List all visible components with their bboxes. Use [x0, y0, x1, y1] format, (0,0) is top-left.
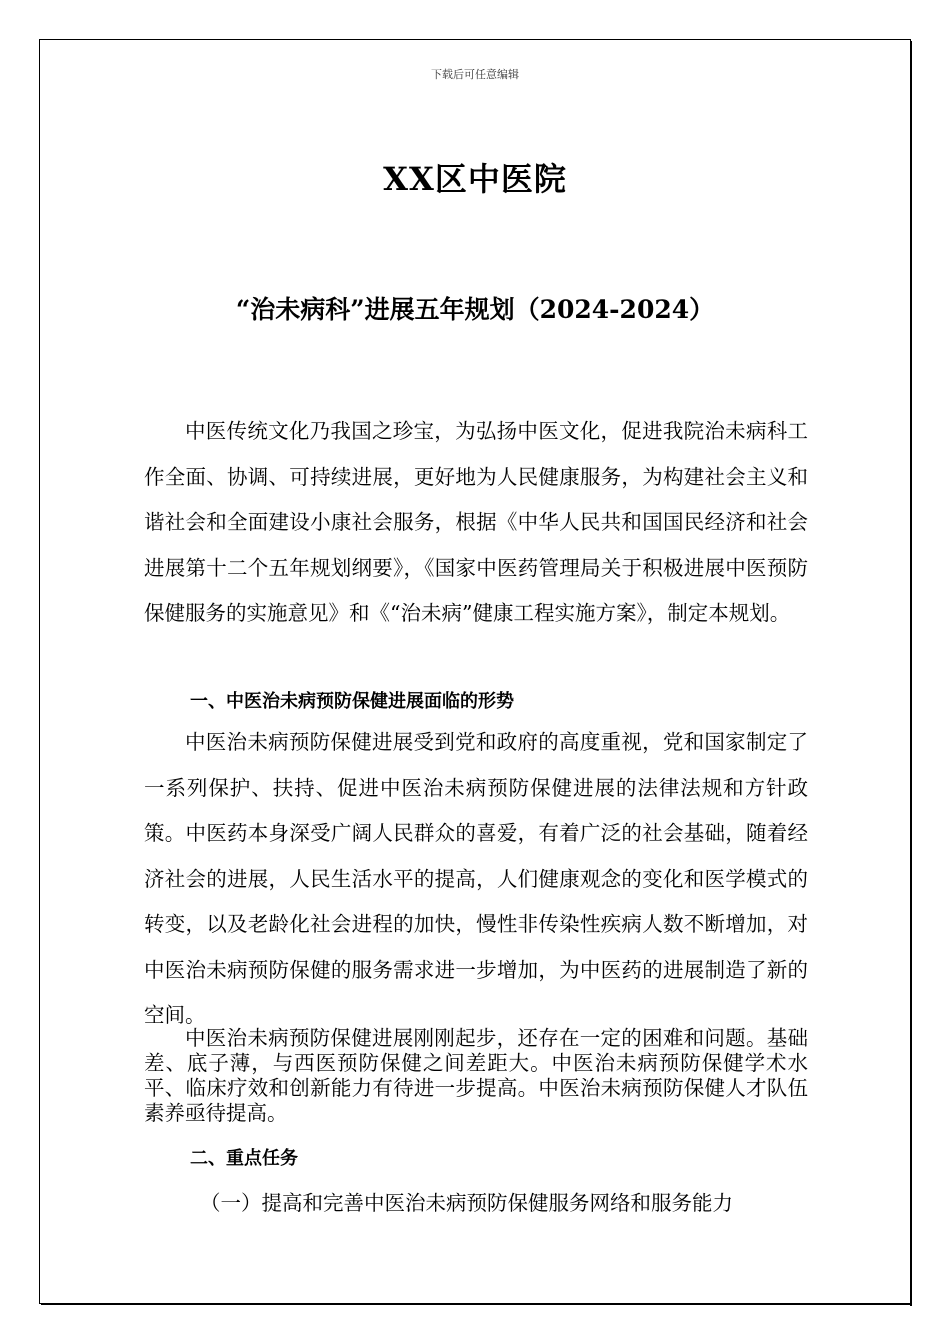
document-subtitle: “治未病科”进展五年规划（2024-2024） [235, 295, 715, 324]
document-title: XX区中医院 [383, 160, 567, 198]
section-2-heading: 二、重点任务 [190, 1148, 298, 1169]
section-1-paragraph-1: 中医治未病预防保健进展受到党和政府的高度重视，党和国家制定了一系列保护、扶持、促进中医治未病预防保健进展的法律法规和方针政策。中医药本身深受广阔人民群众的喜爱，有着广泛的社会基础，随着经济社会的进展，人民生活水平的提高，人们健康观念的变化和医学模式的转变，以及老龄化社会进程的加快，慢性非传染性疾病人数不断增加，对中医治未病预防保健的服务需求进一步增加，为中医药的进展制造了新的空间。 [144, 730, 808, 1027]
section-1-paragraph-2: 中医治未病预防保健进展刚刚起步，还存在一定的困难和问题。基础差、底子薄，与西医预防保健之间差距大。中医治未病预防保健学术水平、临床疗效和创新能力有待进一步提高。中医治未病预防保健人才队伍素养亟待提高。 [144, 1026, 808, 1125]
intro-paragraph: 中医传统文化乃我国之珍宝，为弘扬中医文化，促进我院治未病科工作全面、协调、可持续进展，更好地为人民健康服务，为构建社会主义和谐社会和全面建设小康社会服务，根据《中华人民共和国国民经济和社会进展第十二个五年规划纲要》，《国家中医药管理局关于积极进展中医预防保健服务的实施意见》和《“治未病”健康工程实施方案》，制定本规划。 [144, 419, 808, 625]
section-1-heading: 一、中医治未病预防保健进展面临的形势 [190, 691, 514, 712]
section-2-subheading-1: （一）提高和完善中医治未病预防保健服务网络和服务能力 [200, 1191, 733, 1215]
page-shadow-right [910, 41, 912, 1306]
page-shadow-bottom [41, 1303, 912, 1305]
header-note: 下载后可任意编辑 [431, 68, 519, 81]
